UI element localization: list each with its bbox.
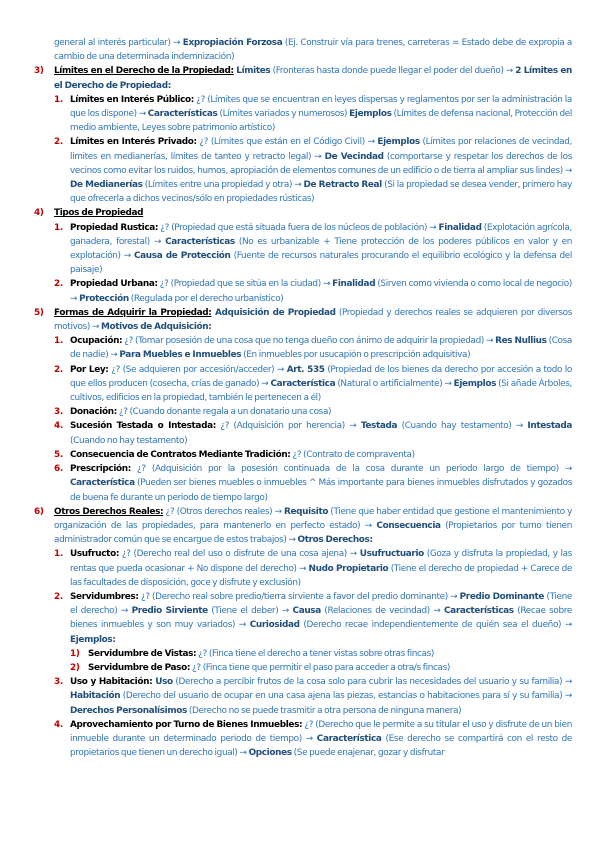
keyword: Motivos de Adquisición:: [101, 322, 212, 333]
keyword: Consecuencia: [376, 520, 441, 531]
text: (No es urbanizable + Tiene protección de los poderes públicos en valor y en explotación) →: [70, 236, 572, 262]
keyword: Ejemplos:: [70, 634, 116, 645]
list-item: [54, 363, 572, 406]
keyword: Derechos Personalísimos: [70, 705, 187, 716]
keyword: Usufructuario: [359, 549, 424, 560]
item-number: 2.: [54, 364, 63, 375]
section-number: 3): [34, 66, 44, 77]
text: ¿? (Tomar posesión de una cosa que no tenga dueño con ánimo de adquirir la propiedad) →: [122, 336, 496, 347]
text: (Cosa de nadie) →: [70, 336, 572, 361]
item-number: 4.: [54, 421, 63, 432]
text: (Cuando no hay testamento): [70, 435, 188, 446]
text: (Límites de defensa nacional, Protección del medio ambiente, Leyes sobre patrimonio artístico): [70, 109, 572, 134]
section-number: 4): [34, 208, 44, 219]
text: (Límites por relaciones de vecindad, límites en medianerías, límites de tanteo y retracto legal) →: [70, 137, 572, 162]
item-heading: Uso y Habitación:: [70, 677, 153, 688]
text: ¿? (Adquisición por herencia) →: [215, 421, 361, 432]
keyword: Adquisición de Propiedad: [211, 307, 336, 318]
text: ¿? (Derecho real del uso o disfrute de una cosa ajena) →: [119, 549, 360, 560]
keyword: Características: [444, 606, 514, 617]
sub-list-item: [70, 647, 572, 661]
keyword: Ejemplos: [453, 378, 497, 389]
item-number: 1.: [54, 549, 63, 560]
text: (Fronteras hasta donde puede llegar el poder del dueño) →: [270, 66, 516, 77]
keyword: Testada: [360, 421, 398, 432]
text: ¿? (Límites que se encuentran en leyes dispersas y reglamentos por ser la administración la que los dispone) →: [70, 94, 573, 120]
text: (Recae sobre bienes inmuebles y son muy variados) →: [70, 606, 572, 631]
text: (Explotación agrícola, ganadera, forestal) →: [70, 222, 572, 247]
text: ¿? (Propiedad que está situada fuera de los núcleos de población) →: [158, 222, 439, 233]
keyword: Predio Sirviente: [131, 606, 208, 617]
item-number: 4.: [54, 719, 63, 730]
list-item: [54, 135, 572, 206]
item-heading: Límites en Interés Privado:: [70, 137, 197, 148]
item-heading: Límites en Interés Público:: [70, 94, 194, 105]
text: ¿? (Derecho que le permite a su titular el uso y disfrute de un bien inmueble durante un determinado periodo de tiempo) →: [70, 719, 572, 744]
keyword: Ejemplos: [377, 137, 420, 148]
keyword: Uso: [152, 677, 173, 688]
text: (Propiedad y derechos reales se adquieren por diversos motivos) →: [54, 307, 572, 333]
keyword: De Retracto Real: [303, 180, 382, 191]
keyword: Requisito: [284, 506, 329, 517]
item-number: 3.: [54, 677, 63, 688]
keyword: Límites: [233, 66, 271, 77]
text: (Natural o artificialmente) →: [335, 378, 454, 389]
list-item: [54, 590, 572, 647]
item-number: 1.: [54, 94, 63, 105]
sub-list-item: [70, 661, 572, 675]
text: general al interés particular) →: [54, 38, 183, 48]
item-heading: Propiedad Urbana:: [70, 279, 158, 290]
list-item: [54, 93, 572, 136]
section-number: 6): [34, 506, 44, 517]
text: ¿? (Límites que están en el Código Civil) →: [196, 137, 378, 148]
list-item: [54, 405, 572, 419]
keyword: Expropiación Forzosa: [182, 38, 283, 48]
text: (Tiene el derecho de propiedad + Carece de las facultades de disposición, goce y disfrute y exclusión): [70, 563, 572, 588]
item-heading: Consecuencia de Contratos Mediante Tradición:: [70, 449, 291, 460]
item-heading: Ocupación:: [70, 336, 123, 347]
keyword: Intestada: [527, 421, 573, 432]
text: ¿? (Propiedad que se sitúa en la ciudad) →: [157, 279, 333, 290]
item-number: 2.: [54, 279, 63, 290]
section-number: 5): [34, 307, 44, 318]
text: (Ej. Construir vía para trenes, carreteras = Estado debe de expropia a cambio de una determinada indemnización): [54, 38, 572, 63]
text: ¿? (Se adquieren por accesión/acceder) →: [108, 364, 287, 375]
text: (Se puede enajenar, gozar y disfrutar: [291, 748, 445, 759]
text: (Propiedad de los bienes da derecho por accesión a todo lo que ellos producen (cosecha, crías de ganado) →: [70, 364, 573, 389]
keyword: Art. 535: [286, 364, 325, 375]
item-heading: Donación:: [70, 407, 117, 418]
text: ¿? (Adquisición por la posesión continuada de la cosa durante un periodo largo de tiempo) →: [130, 464, 572, 475]
text: (Si la propiedad se desea vender, primero hay que ofrecerla a dichos vecinos/sólo en propiedades rústicas): [70, 180, 573, 205]
keyword: Predio Dominante: [459, 591, 545, 602]
keyword: Característica: [70, 478, 135, 489]
keyword: Características: [147, 109, 218, 120]
text: (Límites entre una propiedad y otra) →: [142, 180, 304, 191]
keyword: Habitación: [70, 691, 121, 702]
list-item: [54, 547, 572, 590]
text: (Goza y disfruta la propiedad, y las rentas que pueda ocasionar + No dispone del derecho) →: [70, 549, 572, 574]
text: ¿? (Otros derechos reales) →: [163, 506, 284, 517]
keyword: Opciones: [248, 748, 292, 759]
section-title: Formas de Adquirir la Propiedad:: [54, 307, 212, 318]
item-heading: Por Ley:: [70, 364, 109, 375]
keyword: Causa: [292, 606, 321, 617]
text: ¿? (Contrato de compraventa): [290, 449, 415, 460]
text: ¿? (Cuando donante regala a un donatario una cosa): [116, 407, 332, 418]
text: ¿? (Finca tiene el derecho a tener vistas sobre otras fincas): [196, 648, 435, 659]
text: (Tiene el derecho) →: [70, 591, 572, 617]
item-heading: Prescripción:: [70, 464, 131, 475]
list-item: [54, 277, 572, 305]
item-heading: Propiedad Rustica:: [70, 222, 159, 233]
keyword: Característica: [316, 733, 382, 744]
list-item: [54, 448, 572, 462]
section-5: [34, 306, 572, 334]
sub-item-number: 2): [70, 662, 80, 673]
text: (comportarse y respetar los derechos de los vecinos como evitar los ruidos, humos, apropiación de elementos comunes de un edificio o de tierra al ampliar sus lindes) →: [70, 151, 572, 176]
list-item: [54, 675, 572, 718]
text: (Límites variados y numerosos): [217, 109, 350, 120]
text: (Pueden ser bienes muebles o inmuebles ^ Más importante para bienes inmuebles disfrutados y gozados de buena fe durante un periodo de tiempo largo): [70, 478, 572, 503]
text: (Derecho del usuario de ocupar en una casa ajena las piezas, estancias o habitaciones para sí y su familia) →: [120, 691, 572, 702]
keyword: Características: [165, 236, 235, 247]
keyword: De Vecindad: [324, 151, 384, 162]
section-title: Límites en el Derecho de la Propiedad:: [54, 66, 234, 77]
item-number: 1.: [54, 222, 63, 233]
keyword: Finalidad: [438, 222, 482, 233]
text: (Ese derecho se compartirá con el resto de propietarios que tienen un derecho igual) →: [70, 733, 572, 759]
item-number: 2.: [54, 137, 63, 148]
keyword: Protección: [79, 293, 129, 304]
keyword: Característica: [270, 378, 336, 389]
section-4: [34, 206, 572, 220]
text: (Derecho no se puede trasmitir a otra persona de ninguna manera): [186, 705, 462, 716]
item-number: 6.: [54, 464, 63, 475]
keyword: Para Muebles e Inmuebles: [119, 350, 242, 361]
text: (Derecho recae independientemente de quién sea el dueño) →: [299, 620, 572, 631]
item-heading: Aprovechamiento por Turno de Bienes Inmuebles:: [70, 719, 303, 730]
item-number: 2.: [54, 591, 63, 602]
list-item: [54, 334, 572, 362]
text: (Fuente de recursos naturales procurando el equilibrio ecológico y la defensa del paisaje): [70, 251, 572, 276]
text: (Tiene el deber) →: [207, 606, 293, 617]
item-heading: Sucesión Testada o Intestada:: [70, 421, 216, 432]
text: (Derecho a percibir frutos de la cosa solo para cubrir las necesidades del usuario y su familia) →: [172, 677, 572, 688]
text: (Tiene que haber entidad que gestione el mantenimiento y organización de las propiedades, para mantenerlo en perfecto estado) →: [54, 506, 573, 531]
text: (En inmuebles por usucapión o prescripción adquisitiva): [241, 350, 471, 361]
intro-paragraph: [34, 36, 572, 64]
item-number: 1.: [54, 336, 63, 347]
keyword: De Medianerías: [70, 180, 143, 191]
text: (Cuando hay testamento) →: [397, 421, 528, 432]
text: (Propietarios por turno tienen administrador común que se encargue de estos trabajos) →: [54, 520, 572, 546]
keyword: Nudo Propietario: [308, 563, 389, 574]
list-item: [54, 462, 572, 505]
keyword: Curiosidad: [249, 620, 300, 631]
sub-item-heading: Servidumbre de Paso:: [88, 662, 191, 673]
section-title: Tipos de Propiedad: [54, 208, 144, 219]
keyword: Res Nullius: [495, 336, 547, 347]
text: (Si añade Árboles, cultivos, edificios en la propiedad, también le pertenecen a él): [70, 378, 572, 404]
section-3: [34, 64, 572, 92]
keyword: 2 Límites en el Derecho de Propiedad:: [54, 66, 572, 91]
keyword: Finalidad: [332, 279, 376, 290]
text: ¿? (Derecho real sobre predio/tierra sirviente a favor del predio dominante) →: [138, 591, 460, 602]
item-number: 5.: [54, 449, 63, 460]
sub-item-number: 1): [70, 648, 80, 659]
keyword: Ejemplos: [349, 109, 392, 120]
text: (Regulada por el derecho urbanístico): [128, 293, 284, 304]
item-heading: Usufructo:: [70, 549, 120, 560]
list-item: [54, 718, 572, 761]
section-title: Otros Derechos Reales:: [54, 506, 164, 517]
item-heading: Servidumbres:: [70, 591, 139, 602]
list-item: [54, 221, 572, 278]
text: (Sirven como vivienda o como local de negocio) →: [70, 279, 572, 304]
item-number: 3.: [54, 407, 63, 418]
text: ¿? (Finca tiene que permitir el paso para acceder a otra/s fincas): [190, 662, 450, 673]
sub-item-heading: Servidumbre de Vistas:: [88, 648, 197, 659]
section-6: [34, 505, 572, 548]
list-item: [54, 419, 572, 447]
keyword: Causa de Protección: [134, 251, 231, 262]
keyword: Otros Derechos:: [297, 535, 373, 546]
text: (Relaciones de vecindad) →: [320, 606, 445, 617]
